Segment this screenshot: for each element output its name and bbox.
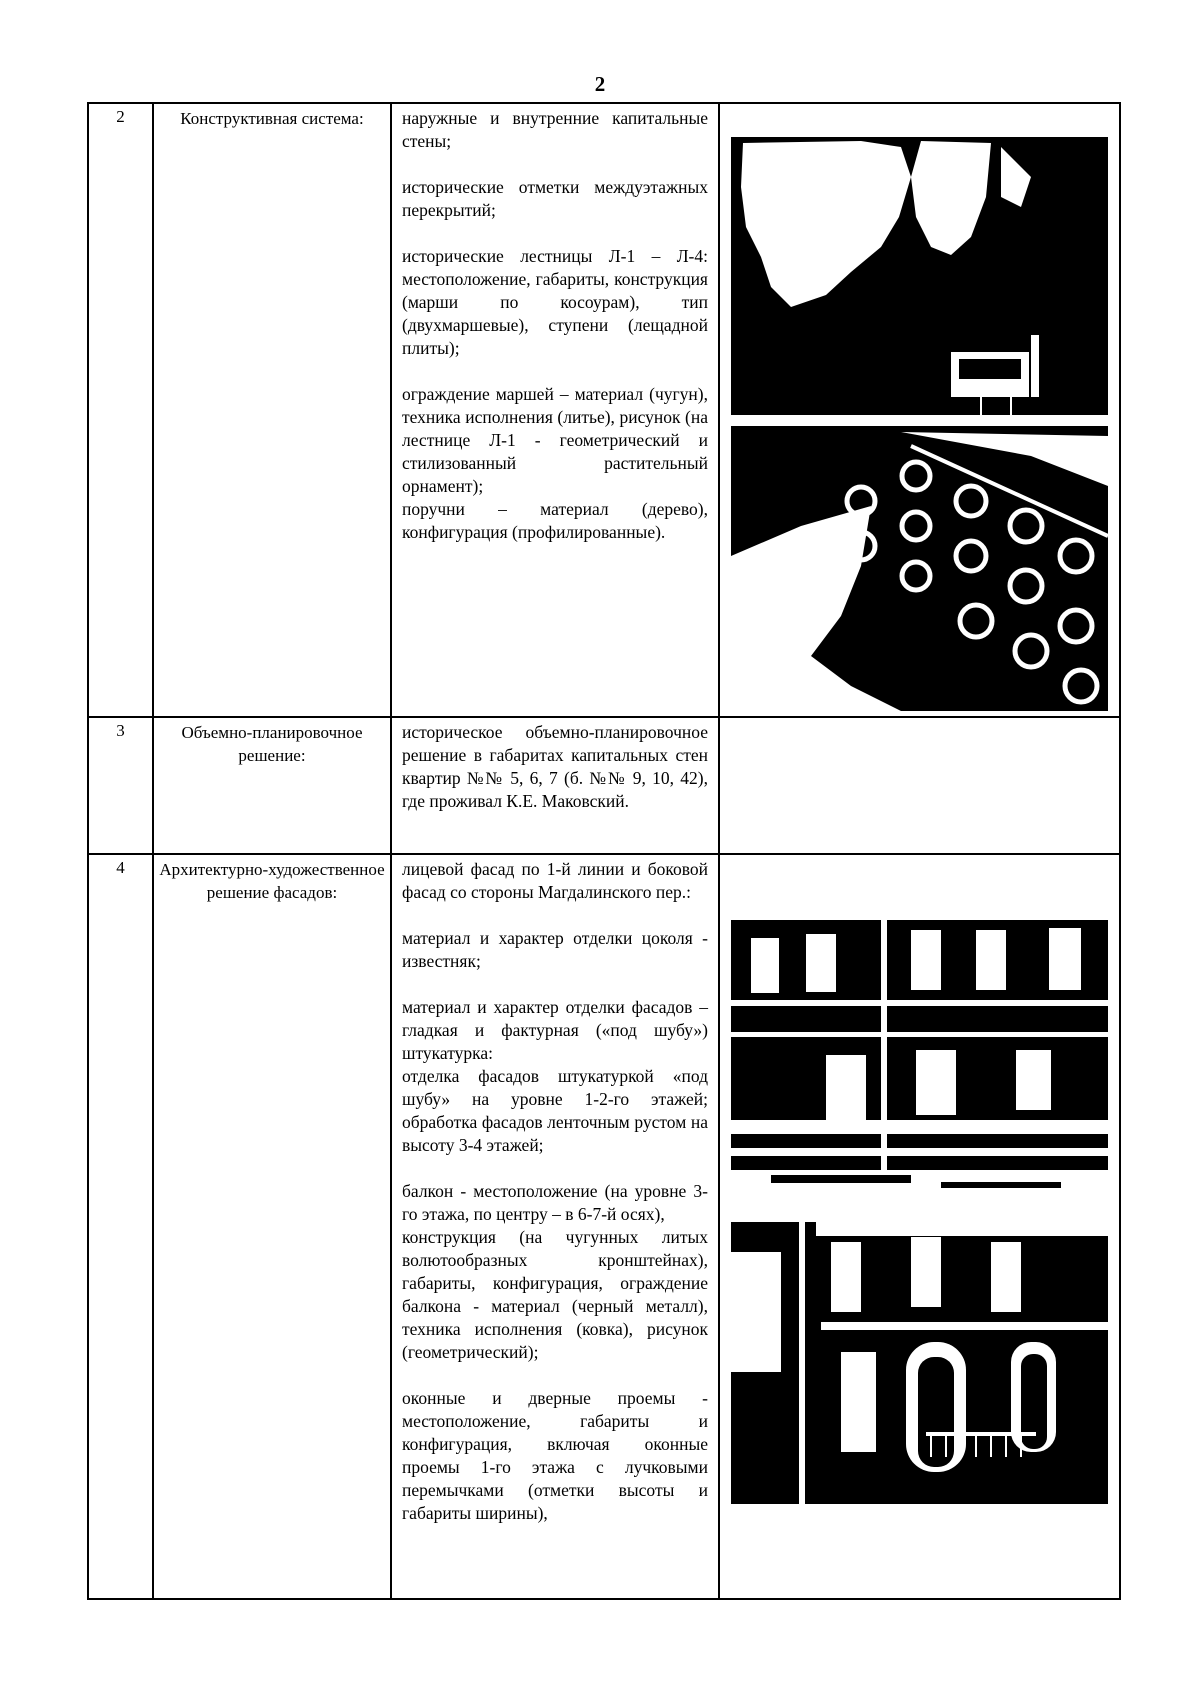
photos-cell xyxy=(719,103,1120,717)
desc-paragraph: исторические отметки междуэтажных перекрытий; xyxy=(402,177,708,220)
desc-paragraph: исторические лестницы Л-1 – Л-4: местоположение, габариты, конструкция (марши по косоурам), тип (двухмаршевые), ступени (лещадной плиты); xyxy=(402,246,708,358)
row-description xyxy=(391,103,719,717)
table-row-volume-planning xyxy=(88,717,1120,854)
desc-paragraph: материал и характер отделки фасадов – гладкая и фактурная («под шубу») штукатурка: xyxy=(402,997,708,1063)
desc-paragraph: оконные и дверные проемы - местоположение, габариты и конфигурация, включая оконные проемы 1-го этажа с лучковыми перемычками (отметки высоты и габариты ширины), xyxy=(402,1388,708,1523)
row-description xyxy=(391,854,719,1599)
row-title: Конструктивная система: xyxy=(153,103,391,717)
page-number: 2 xyxy=(594,72,606,96)
staircase-ceiling-photo xyxy=(731,137,1108,415)
row-number: 4 xyxy=(88,854,153,1599)
desc-paragraph: конструкция (на чугунных литых волютообразных кронштейнах), габариты, конфигурация, ограждение балкона - материал (черный металл), техника исполнения (ковка), рисунок (геометрический); xyxy=(402,1227,708,1362)
row-description xyxy=(391,717,719,854)
row-number: 2 xyxy=(88,103,153,717)
desc-paragraph: наружные и внутренние капитальные стены; xyxy=(402,108,708,151)
desc-paragraph: историческое объемно-планировочное решение в габаритах капитальных стен квартир №№ 5, 6, 7 (б. №№ 9, 10, 42), где проживал К.Е. Маковский. xyxy=(402,722,708,811)
staircase-railing-photo xyxy=(731,426,1108,711)
protection-subject-table xyxy=(87,102,1121,1600)
facade-photo-balcony xyxy=(731,1222,1108,1504)
table-row-constructive-system xyxy=(88,103,1120,717)
row-title: Объемно-планировочное решение: xyxy=(153,717,391,854)
desc-paragraph: отделка фасадов штукатуркой «под шубу» на уровне 1-2-го этажей; обработка фасадов ленточным рустом на высоту 3-4 этажей; xyxy=(402,1066,708,1155)
table-row-facade-solution xyxy=(88,854,1120,1599)
desc-paragraph: балкон - местоположение (на уровне 3-го этажа, по центру – в 6-7-й осях), xyxy=(402,1181,708,1224)
desc-paragraph: поручни – материал (дерево), конфигурация (профилированные). xyxy=(402,499,708,542)
facade-photo-lower-floors xyxy=(731,920,1108,1200)
desc-paragraph: материал и характер отделки цоколя - известняк; xyxy=(402,928,708,971)
desc-paragraph: ограждение маршей – материал (чугун), техника исполнения (литье), рисунок (на лестнице Л-1 - геометрический и стилизованный растительный орнамент); xyxy=(402,384,708,496)
row-title: Архитектурно-художественное решение фасадов: xyxy=(153,854,391,1599)
row-number: 3 xyxy=(88,717,153,854)
desc-paragraph: лицевой фасад по 1-й линии и боковой фасад со стороны Магдалинского пер.: xyxy=(402,859,708,902)
empty-photo-cell xyxy=(719,717,1120,854)
photos-cell xyxy=(719,854,1120,1599)
